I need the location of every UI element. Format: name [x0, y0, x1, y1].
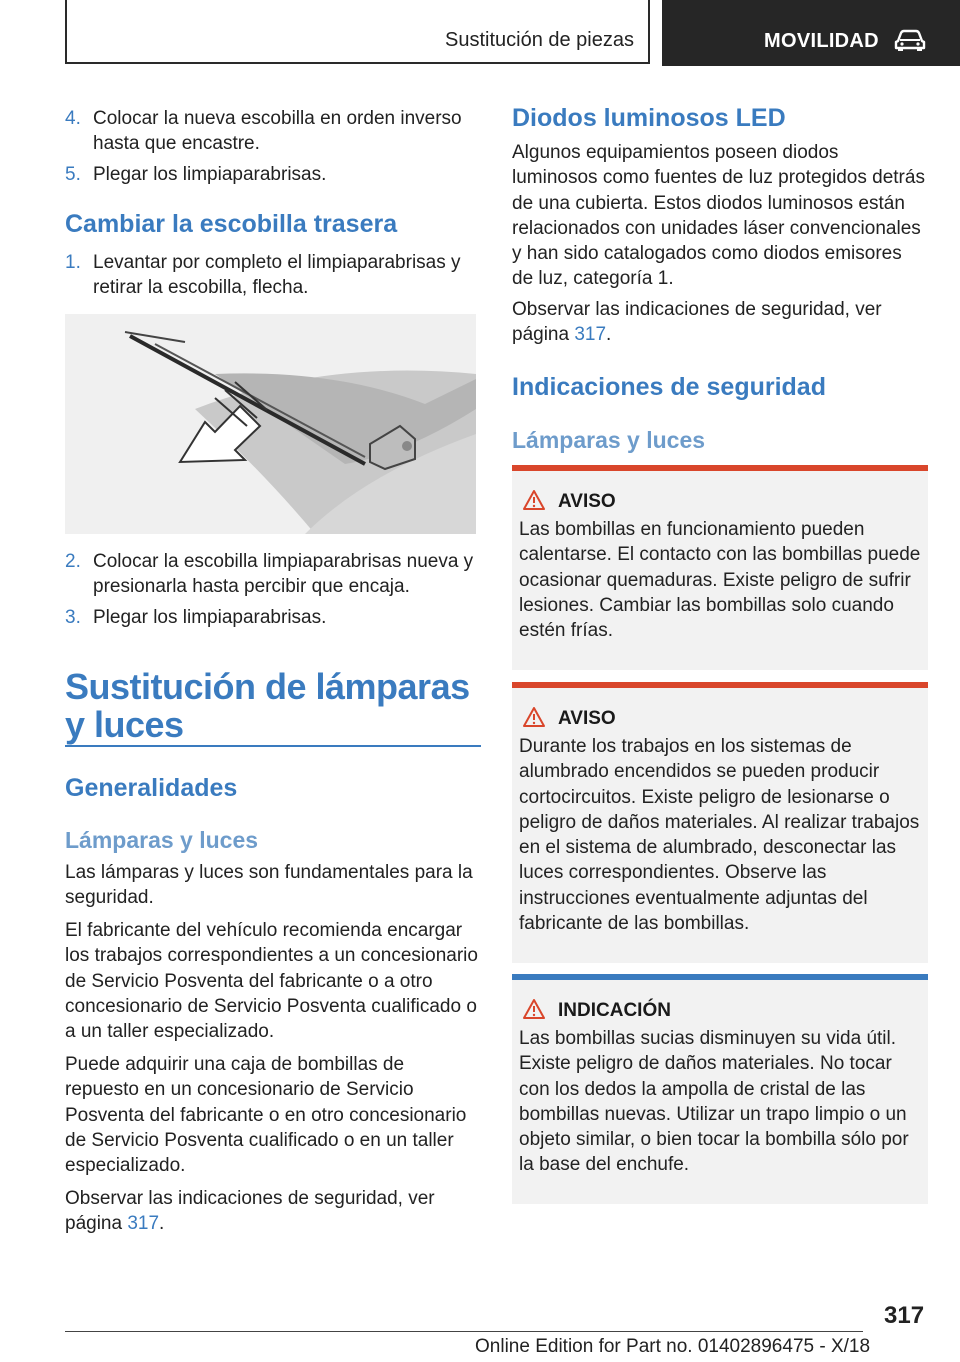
step-text: Levantar por completo el limpiaparabrisas y retirar la escobilla, flecha.	[93, 252, 461, 298]
notice-text: Las bombillas sucias disminuyen su vida útil. Existe peligro de daños materiales. No tocar con los dedos la ampolla de cristal de las bombillas nuevas. Utilizar un trapo limpio o un objeto similar, o bien tocar la bombilla sólo por la base del enchufe.	[519, 1028, 909, 1176]
rear-wiper-drawing	[65, 314, 476, 534]
page-number: 317	[884, 1302, 925, 1329]
led-paragraph-2	[512, 297, 928, 348]
step-text: Colocar la escobilla limpiaparabrisas nueva y presionarla hasta percibir que encaja.	[93, 551, 474, 597]
warning-triangle-icon	[522, 489, 546, 511]
step-text: Colocar la nueva escobilla en orden inverso hasta que encastre.	[93, 108, 462, 154]
main-heading: Sustitución de lámparas y luces	[65, 666, 470, 745]
lamps-heading: Lámparas y luces	[65, 827, 259, 853]
paragraph-text: Observar las indicaciones de seguridad, ver página	[512, 299, 882, 346]
heading-rule	[65, 745, 481, 747]
notice-text: Las bombillas en funcionamiento pueden calentarse. El contacto con las bombillas puede ocasionar quemaduras. Existe peligro de sufrir lesiones. Cambiar las bombillas solo cuando estén frías.	[519, 519, 921, 642]
info-notice	[512, 974, 928, 1204]
warning-triangle-icon	[522, 998, 546, 1020]
header-chapter-tab[interactable]	[662, 0, 960, 66]
notice-bar	[512, 682, 928, 688]
rear-wiper-heading: Cambiar la escobilla trasera	[65, 210, 398, 238]
notice-text: Durante los trabajos en los sistemas de alumbrado encendidos se pueden producir cortocircuitos. Existe peligro de lesionarse o peligro de daños materiales. Al realizar trabajos en el sistema de alumbrado, desconectar las luces correspondientes. Observe las instrucciones eventualmente adjuntas del fabricante de las bombillas.	[519, 736, 920, 935]
led-heading: Diodos luminosos LED	[512, 104, 786, 132]
notice-bar	[512, 974, 928, 980]
paragraph-2: El fabricante del vehículo recomienda encargar los trabajos correspondientes a un concesionario de Servicio Posventa del fabricante o a otro concesionario de Servicio Posventa cualificado o a un taller especializado.	[65, 920, 478, 1043]
header-section-box	[65, 0, 650, 64]
header-chapter-title: MOVILIDAD	[764, 30, 879, 52]
paragraph-text: .	[159, 1213, 165, 1235]
notice-bar	[512, 465, 928, 471]
led-paragraph-1: Algunos equipamientos poseen diodos luminosos como fuentes de luz protegidos detrás de una cubierta. Estos diodos luminosos están relacionados con unidades láser convencionales y han sido catalogados como diodos emisores de luz, categoría 1.	[512, 142, 925, 290]
step-text: Plegar los limpiaparabrisas.	[93, 164, 327, 185]
step-number: 4.	[65, 108, 81, 129]
paragraph-4	[65, 1186, 480, 1237]
car-icon	[894, 29, 926, 51]
warning-notice	[512, 682, 928, 963]
step-number: 1.	[65, 252, 81, 273]
footer-edition: Online Edition for Part no. 01402896475 - X/18	[475, 1336, 871, 1357]
safety-heading: Indicaciones de seguridad	[512, 373, 826, 401]
step-number: 5.	[65, 164, 81, 185]
warning-notice	[512, 465, 928, 670]
header-section-title: Sustitución de piezas	[444, 29, 634, 51]
page-link[interactable]: 317	[127, 1213, 160, 1235]
warning-triangle-icon	[522, 706, 546, 728]
notice-title: AVISO	[558, 708, 616, 729]
paragraph-3: Puede adquirir una caja de bombillas de repuesto en un concesionario de Servicio Posventa del fabricante o en otro concesionario de Servicio Posventa cualificado o en un taller especializado.	[65, 1054, 467, 1177]
page-link[interactable]: 317	[574, 324, 607, 346]
paragraph-text: .	[606, 324, 612, 346]
step-number: 2.	[65, 551, 81, 572]
general-heading: Generalidades	[65, 774, 238, 802]
step-number: 3.	[65, 607, 81, 628]
paragraph-text: Observar las indicaciones de seguridad, ver página	[65, 1188, 435, 1235]
footer-rule	[65, 1331, 863, 1332]
rear-wiper-illustration	[65, 314, 476, 534]
lamps-heading: Lámparas y luces	[512, 427, 706, 453]
notice-title: AVISO	[558, 491, 616, 512]
paragraph-1: Las lámparas y luces son fundamentales para la seguridad.	[65, 862, 473, 909]
step-text: Plegar los limpiaparabrisas.	[93, 607, 327, 628]
notice-title: INDICACIÓN	[558, 1000, 671, 1021]
